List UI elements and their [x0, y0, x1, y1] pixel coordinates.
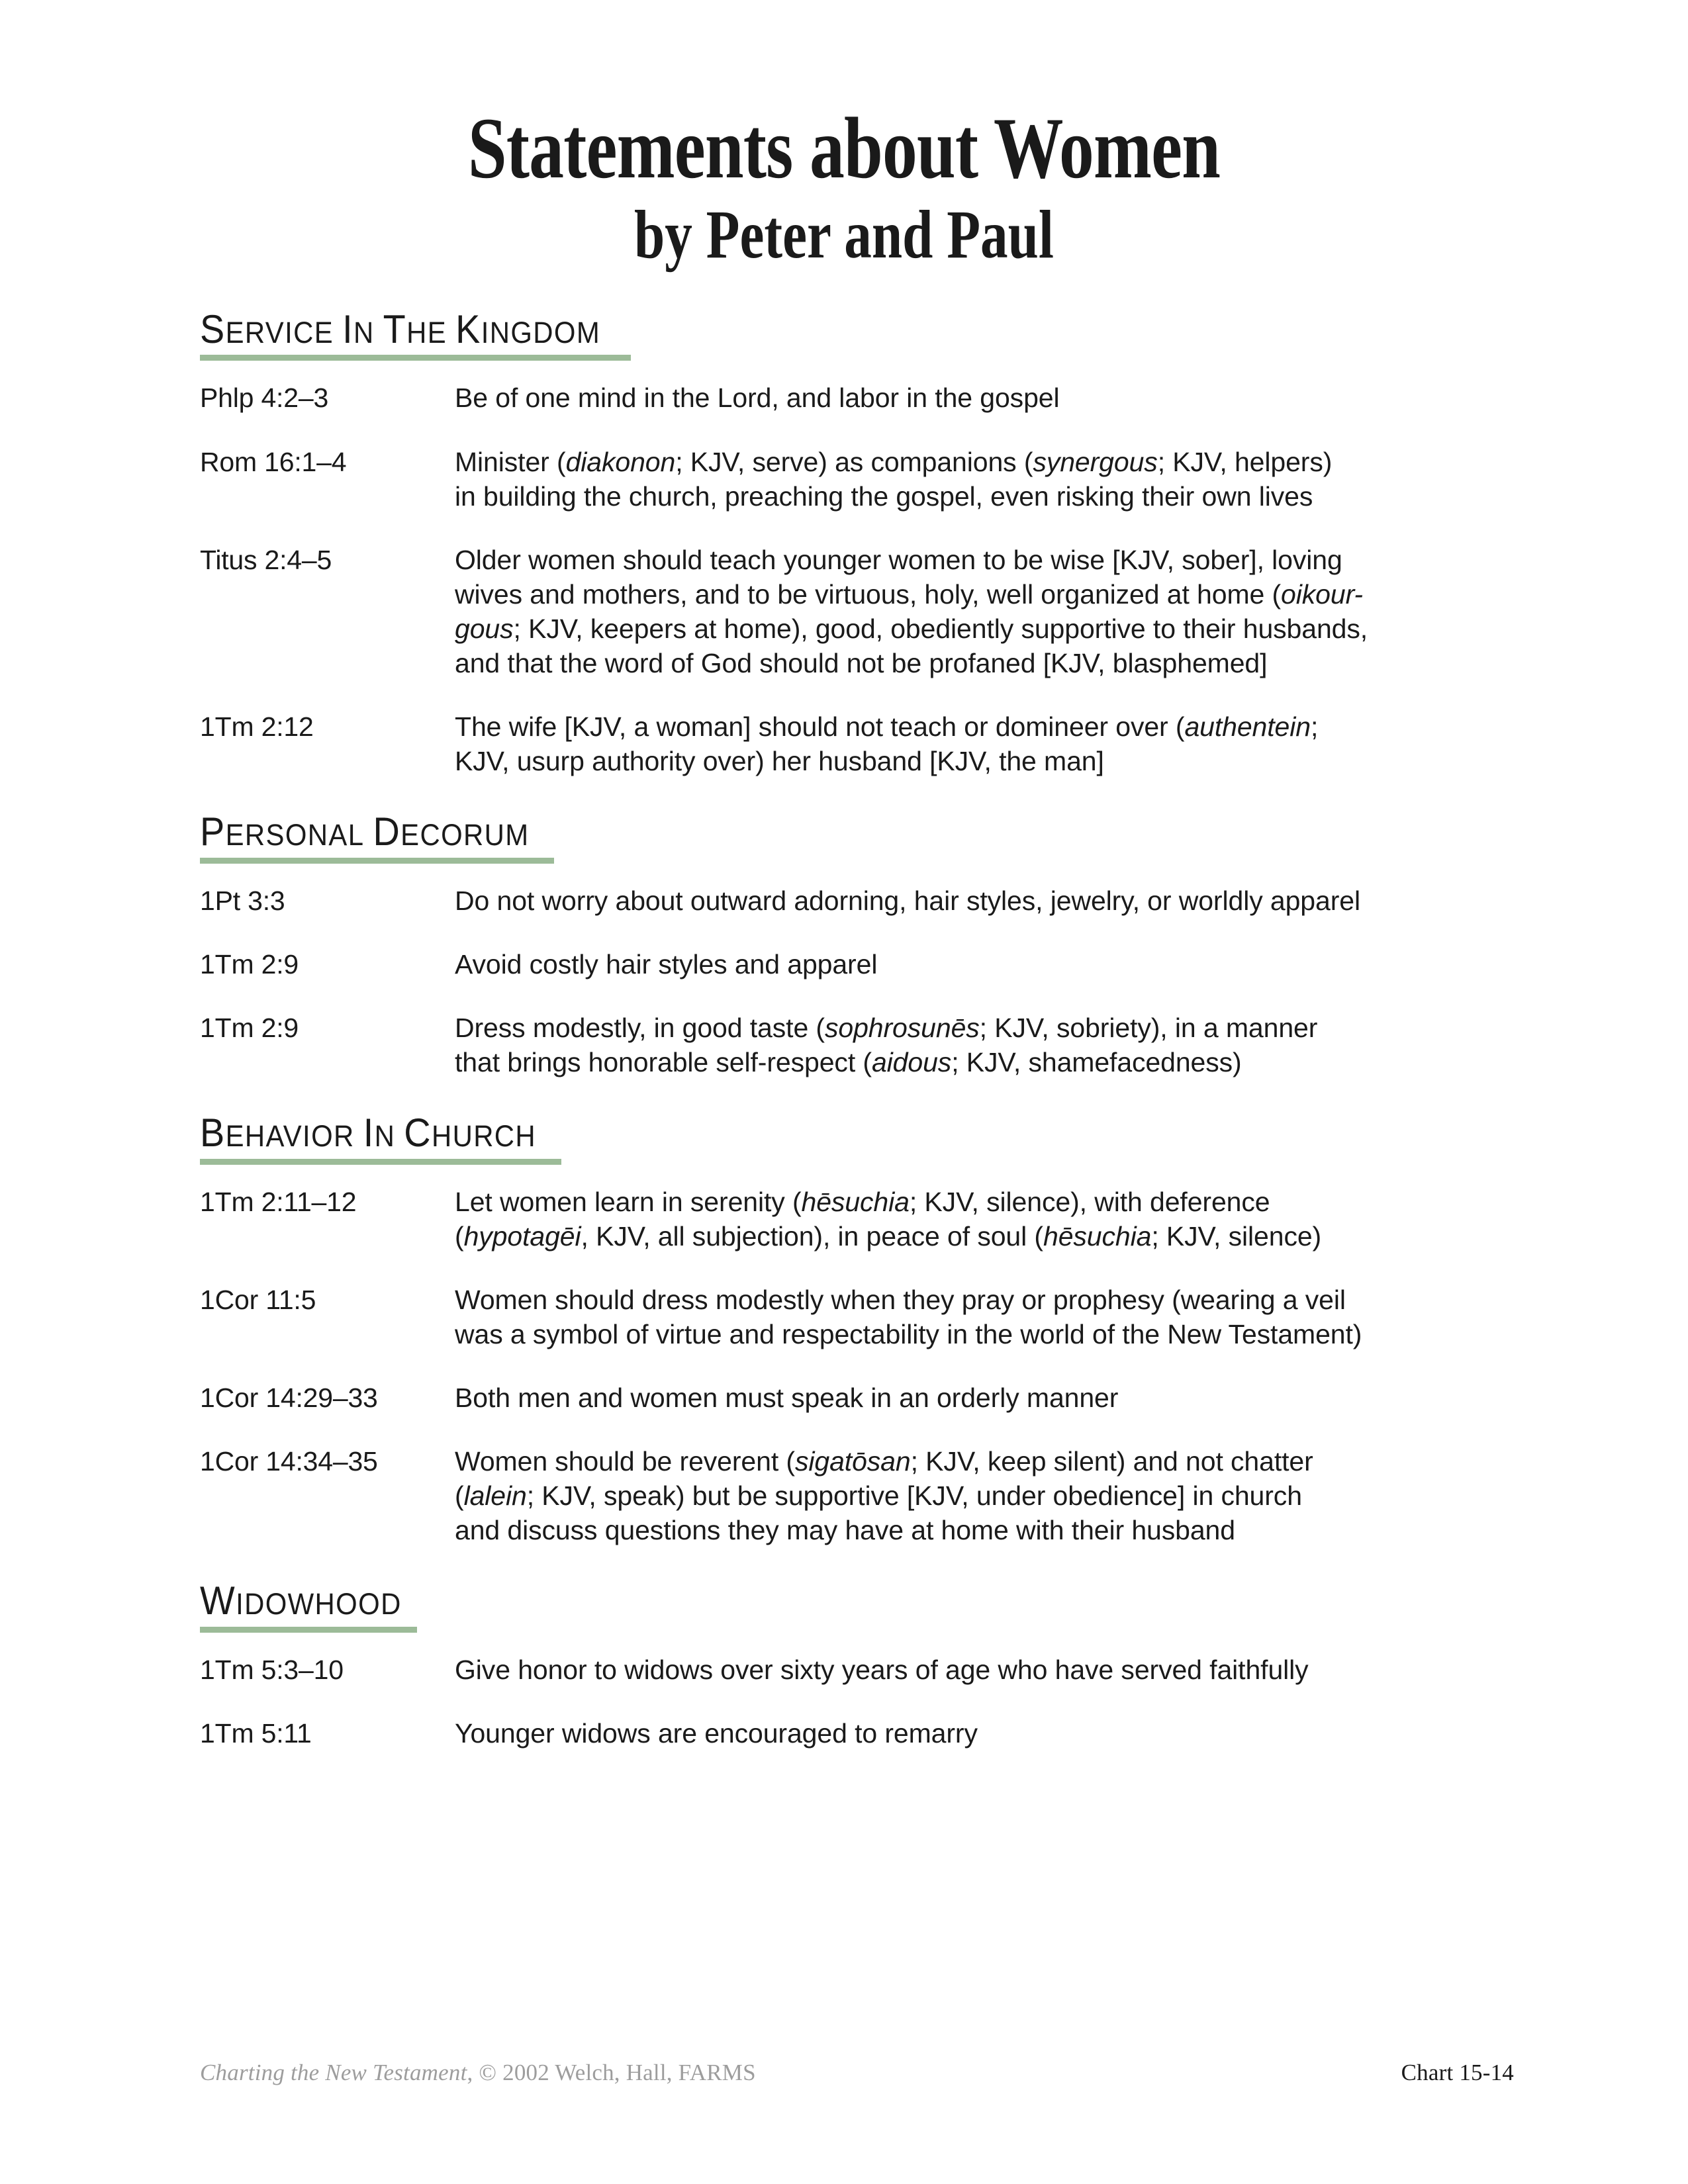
description-line: Women should be reverent (sigatōsan; KJV, keep silent) and not chatter: [455, 1446, 1313, 1477]
scripture-description: [455, 1381, 1514, 1415]
scripture-entry: [200, 1381, 1514, 1415]
section-heading-label: BEHAVIOR IN CHURCH: [200, 1111, 537, 1156]
scripture-reference: 1Tm 2:9: [200, 1012, 299, 1043]
description-line: Be of one mind in the Lord, and labor in the gospel: [455, 383, 1060, 414]
description-line: Give honor to widows over sixty years of age who have served faithfully: [455, 1655, 1309, 1686]
section: [200, 1578, 1514, 1751]
scripture-description: [455, 445, 1514, 514]
description-line: Do not worry about outward adorning, hair styles, jewelry, or worldly apparel: [455, 885, 1360, 916]
scripture-entry: [200, 1185, 1514, 1253]
description-line: Let women learn in serenity (hēsuchia; KJV, silence), with deference: [455, 1186, 1270, 1217]
scripture-reference: 1Cor 14:34–35: [200, 1446, 378, 1477]
section: [200, 1111, 1514, 1547]
scripture-description: [455, 1011, 1514, 1079]
scripture-reference: 1Tm 5:3–10: [200, 1655, 344, 1686]
description-line: KJV, usurp authority over) her husband [KJV, the man]: [455, 745, 1104, 776]
page-subtitle: by Peter and Paul: [633, 197, 1055, 273]
scripture-reference: Rom 16:1–4: [200, 446, 347, 477]
section-heading-label: WIDOWHOOD: [200, 1578, 402, 1623]
description-line: Older women should teach younger women to be wise [KJV, sober], loving: [455, 544, 1342, 575]
description-line: and discuss questions they may have at home with their husband: [455, 1515, 1235, 1546]
content-area: [0, 306, 1688, 1751]
scripture-reference: 1Tm 2:11–12: [200, 1186, 357, 1217]
page-title: Statements about Women: [467, 99, 1221, 197]
scripture-reference: 1Cor 11:5: [200, 1284, 316, 1315]
description-line: Dress modestly, in good taste (sophrosunēs; KJV, sobriety), in a manner: [455, 1012, 1318, 1043]
scripture-entry: [200, 1283, 1514, 1351]
chart-number: Chart 15-14: [1401, 2060, 1514, 2085]
scripture-description: [455, 947, 1514, 981]
section-heading: [200, 1111, 561, 1165]
scripture-entry: [200, 543, 1514, 680]
section-heading-label: PERSONAL DECORUM: [200, 809, 530, 854]
scripture-description: [455, 1185, 1514, 1253]
scripture-reference: 1Tm 5:11: [200, 1718, 312, 1749]
description-line: Minister (diakonon; KJV, serve) as companions (synergous; KJV, helpers): [455, 446, 1333, 477]
scripture-description: [455, 1716, 1514, 1751]
scripture-entry: [200, 1444, 1514, 1547]
footer-source-credit: , © 2002 Welch, Hall, FARMS: [467, 2060, 756, 2085]
scripture-entry: [200, 445, 1514, 514]
scripture-description: [455, 543, 1514, 680]
description-line: that brings honorable self-respect (aidous; KJV, shamefacedness): [455, 1047, 1242, 1077]
section-heading: [200, 306, 631, 361]
scripture-reference: 1Tm 2:12: [200, 711, 314, 742]
section: [200, 809, 1514, 1079]
scripture-entry: [200, 1653, 1514, 1687]
sections-container: [200, 306, 1514, 1751]
description-line: Avoid costly hair styles and apparel: [455, 948, 878, 979]
description-line: Younger widows are encouraged to remarry: [455, 1718, 978, 1749]
scripture-entry: [200, 709, 1514, 778]
page-footer: [200, 2060, 1514, 2086]
description-line: was a symbol of virtue and respectability in the world of the New Testament): [455, 1319, 1362, 1350]
description-line: (hypotagēi, KJV, all subjection), in peace of soul (hēsuchia; KJV, silence): [455, 1220, 1322, 1251]
description-line: wives and mothers, and to be virtuous, holy, well organized at home (oikour-: [455, 578, 1363, 610]
section-heading: [200, 809, 554, 864]
scripture-description: [455, 1444, 1514, 1547]
description-line: gous; KJV, keepers at home), good, obediently supportive to their husbands,: [455, 613, 1368, 644]
scripture-entry: [200, 1716, 1514, 1751]
scripture-description: [455, 884, 1514, 918]
description-line: Both men and women must speak in an orderly manner: [455, 1383, 1119, 1414]
section-heading-label: SERVICE IN THE KINGDOM: [200, 306, 601, 351]
scripture-reference: 1Pt 3:3: [200, 885, 285, 916]
description-line: Women should dress modestly when they pray or prophesy (wearing a veil: [455, 1284, 1346, 1315]
scripture-description: [455, 709, 1514, 778]
description-line: in building the church, preaching the gospel, even risking their own lives: [455, 480, 1313, 512]
scripture-description: [455, 381, 1514, 415]
description-line: The wife [KJV, a woman] should not teach or domineer over (authentein;: [455, 711, 1319, 742]
scripture-description: [455, 1283, 1514, 1351]
scripture-reference: Titus 2:4–5: [200, 544, 332, 575]
scripture-entry: [200, 381, 1514, 415]
scripture-description: [455, 1653, 1514, 1687]
scripture-entry: [200, 1011, 1514, 1079]
scripture-reference: Phlp 4:2–3: [200, 383, 329, 414]
description-line: (lalein; KJV, speak) but be supportive [KJV, under obedience] in church: [455, 1480, 1302, 1512]
scripture-entry: [200, 947, 1514, 981]
description-line: and that the word of God should not be profaned [KJV, blasphemed]: [455, 647, 1268, 678]
scripture-reference: 1Cor 14:29–33: [200, 1383, 378, 1414]
section: [200, 306, 1514, 778]
scripture-entry: [200, 884, 1514, 918]
section-heading: [200, 1578, 417, 1633]
footer-source: [200, 2060, 756, 2086]
footer-source-title: Charting the New Testament: [200, 2060, 467, 2085]
title-block: [0, 0, 1688, 273]
scripture-reference: 1Tm 2:9: [200, 948, 299, 979]
